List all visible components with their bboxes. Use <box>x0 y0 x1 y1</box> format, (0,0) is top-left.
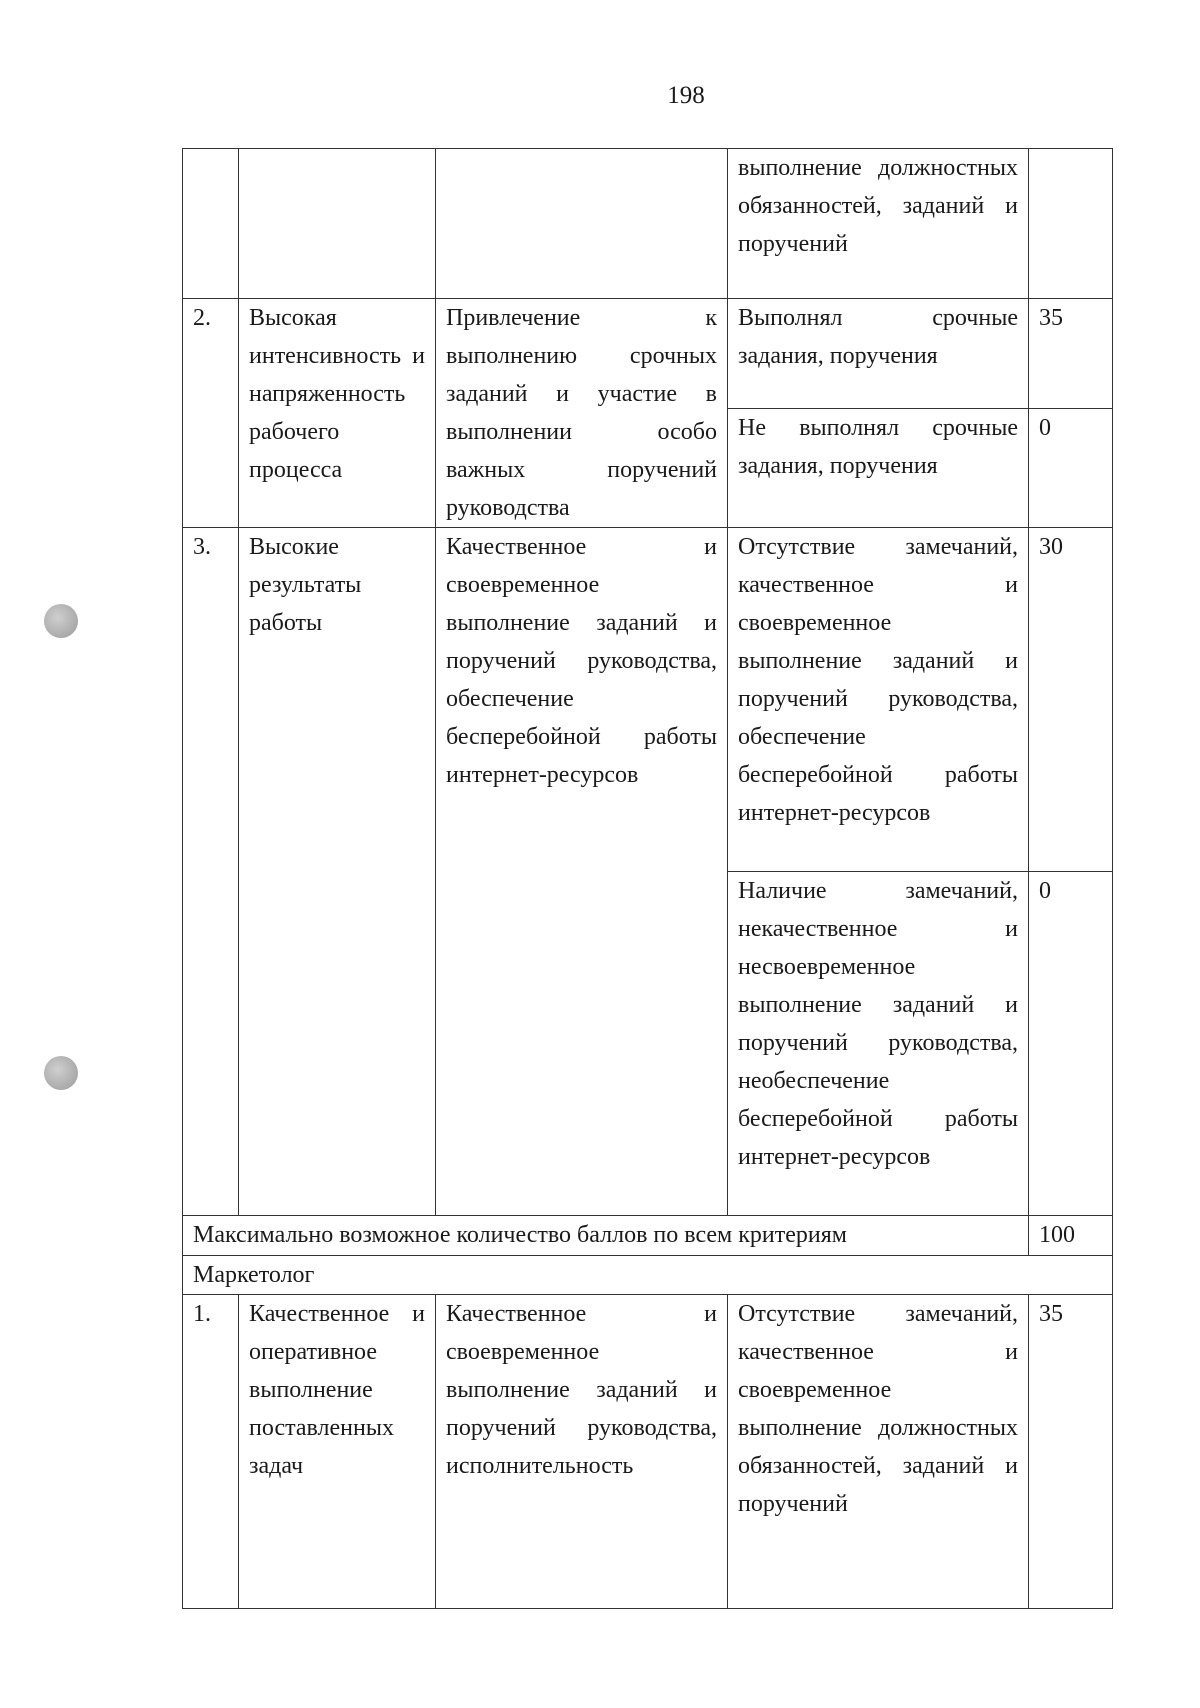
punch-hole-bottom <box>44 1056 78 1090</box>
points-cell: 35 <box>1029 1295 1113 1609</box>
outcome-cell: Выполнял срочные задания, поручения <box>728 299 1029 409</box>
criteria-table <box>182 148 1113 1609</box>
points-cell: 0 <box>1029 408 1113 527</box>
points-cell: 30 <box>1029 528 1113 872</box>
total-points: 100 <box>1029 1216 1113 1256</box>
total-label: Максимально возможное количество баллов по всем критериям <box>183 1216 1029 1256</box>
num-cell: 2. <box>183 299 239 528</box>
outcome-cell: выполнение должностных обязанностей, заданий и поручений <box>728 149 1029 299</box>
criterion-cell: Высокая интенсивность и напряженность рабочего процесса <box>239 299 436 528</box>
num-cell: 3. <box>183 528 239 1216</box>
indicator-cell: Качественное и своевременное выполнение заданий и поручений руководства, обеспечение бесперебойной работы интернет-ресурсов <box>436 528 728 1216</box>
outcome-cell: Наличие замечаний, некачественное и несвоевременное выполнение заданий и поручений руководства, необеспечение бесперебойной работы интернет-ресурсов <box>728 872 1029 1216</box>
table-row <box>183 299 1113 409</box>
table-row <box>183 528 1113 872</box>
indicator-cell <box>436 149 728 299</box>
total-row <box>183 1216 1113 1256</box>
outcome-cell: Не выполнял срочные задания, поручения <box>728 408 1029 527</box>
outcome-cell: Отсутствие замечаний, качественное и своевременное выполнение заданий и поручений руководства, обеспечение бесперебойной работы интернет-ресурсов <box>728 528 1029 872</box>
points-cell: 0 <box>1029 872 1113 1216</box>
section-header-row <box>183 1256 1113 1295</box>
page-number: 198 <box>667 82 705 109</box>
points-cell <box>1029 149 1113 299</box>
section-header: Маркетолог <box>183 1256 1113 1295</box>
points-cell: 35 <box>1029 299 1113 409</box>
criterion-cell <box>239 149 436 299</box>
table-row <box>183 149 1113 299</box>
num-cell <box>183 149 239 299</box>
outcome-cell: Отсутствие замечаний, качественное и своевременное выполнение должностных обязанностей, заданий и поручений <box>728 1295 1029 1609</box>
punch-hole-top <box>44 604 78 638</box>
table-row <box>183 1295 1113 1609</box>
indicator-cell: Привлечение к выполнению срочных заданий и участие в выполнении особо важных поручений руководства <box>436 299 728 528</box>
criterion-cell: Качественное и оперативное выполнение поставленных задач <box>239 1295 436 1609</box>
indicator-cell: Качественное и своевременное выполнение заданий и поручений руководства, исполнительность <box>436 1295 728 1609</box>
criterion-cell: Высокие результаты работы <box>239 528 436 1216</box>
num-cell: 1. <box>183 1295 239 1609</box>
